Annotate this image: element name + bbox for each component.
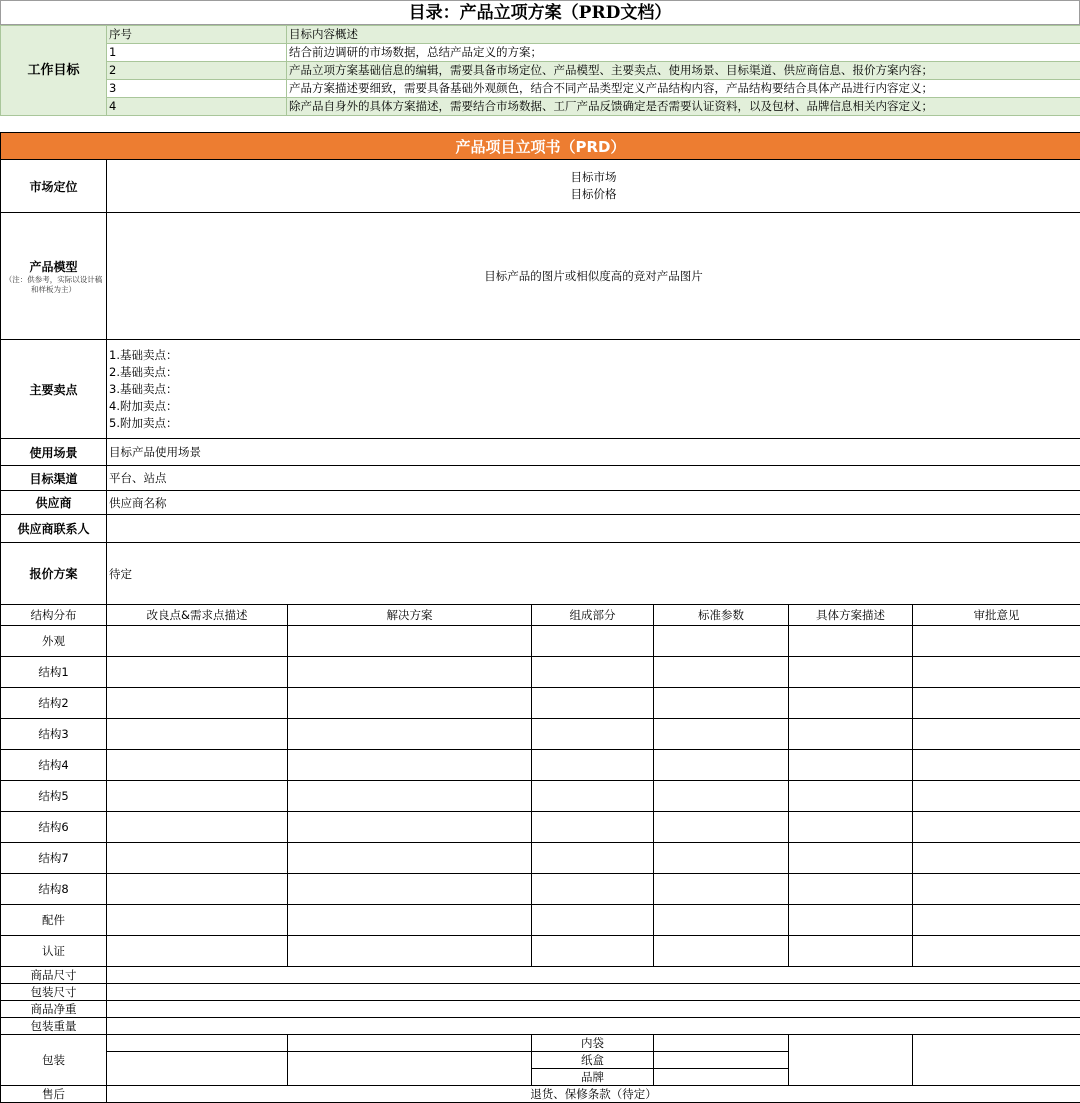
structure-cell[interactable] xyxy=(913,719,1080,750)
supplier-contact-label[interactable]: 供应商联系人 xyxy=(1,515,107,543)
structure-cell[interactable] xyxy=(288,905,532,936)
dimension-value[interactable] xyxy=(107,1001,1080,1018)
structure-cell[interactable] xyxy=(107,874,288,905)
selling-point-item: 3.基础卖点： xyxy=(109,381,1078,398)
structure-header[interactable]: 具体方案描述 xyxy=(789,605,913,626)
selling-point-item: 1.基础卖点： xyxy=(109,347,1078,364)
structure-row-label[interactable]: 认证 xyxy=(1,936,107,967)
target-market-text: 目标市场 xyxy=(109,169,1078,186)
supplier-contact-value[interactable] xyxy=(107,515,1080,543)
dimension-value[interactable] xyxy=(107,967,1080,984)
scene-label[interactable]: 使用场景 xyxy=(1,439,107,466)
selling-points-label[interactable]: 主要卖点 xyxy=(1,340,107,439)
channel-label[interactable]: 目标渠道 xyxy=(1,466,107,491)
structure-cell[interactable] xyxy=(654,781,789,812)
packaging-row xyxy=(1,1035,1080,1052)
dimension-value[interactable] xyxy=(107,1018,1080,1035)
goals-desc: 产品方案描述要细致，需要具备基础外观颜色，结合不同产品类型定义产品结构内容，产品结构要结合具体产品进行内容定义； xyxy=(287,80,1080,98)
structure-cell[interactable] xyxy=(288,874,532,905)
structure-cell[interactable] xyxy=(288,750,532,781)
catalog-title: 目录：产品立项方案（PRD文档） xyxy=(0,0,1080,25)
work-goals-table xyxy=(0,25,1080,116)
structure-cell[interactable] xyxy=(789,657,913,688)
model-label-text: 产品模型 xyxy=(29,260,77,274)
structure-cell[interactable] xyxy=(107,905,288,936)
model-label[interactable] xyxy=(1,213,107,340)
structure-cell[interactable] xyxy=(654,657,789,688)
structure-cell[interactable] xyxy=(288,936,532,967)
structure-cell[interactable] xyxy=(913,843,1080,874)
structure-cell[interactable] xyxy=(654,905,789,936)
structure-cell[interactable] xyxy=(107,688,288,719)
dimension-label[interactable]: 商品净重 xyxy=(1,1001,107,1018)
selling-point-item: 5.附加卖点： xyxy=(109,415,1078,432)
market-label[interactable]: 市场定位 xyxy=(1,160,107,213)
channel-value[interactable]: 平台、站点 xyxy=(107,466,1080,491)
structure-row xyxy=(1,905,1080,936)
structure-cell[interactable] xyxy=(107,657,288,688)
structure-row-label[interactable]: 结构6 xyxy=(1,812,107,843)
goals-desc: 除产品自身外的具体方案描述，需要结合市场数据、工厂产品反馈确定是否需要认证资料，以及包材、品牌信息相关内容定义； xyxy=(287,98,1080,116)
packaging-cell[interactable] xyxy=(288,1052,532,1086)
packaging-cell[interactable] xyxy=(789,1035,913,1086)
selling-points-value[interactable] xyxy=(107,340,1080,439)
supplier-label[interactable]: 供应商 xyxy=(1,491,107,515)
supplier-value[interactable]: 供应商名称 xyxy=(107,491,1080,515)
goals-header-desc: 目标内容概述 xyxy=(287,26,1080,44)
dimension-label[interactable]: 包装重量 xyxy=(1,1018,107,1035)
structure-row xyxy=(1,812,1080,843)
structure-cell[interactable] xyxy=(532,936,654,967)
structure-row-label[interactable]: 结构5 xyxy=(1,781,107,812)
structure-cell[interactable] xyxy=(532,781,654,812)
target-price-text: 目标价格 xyxy=(109,186,1078,203)
structure-cell[interactable] xyxy=(654,719,789,750)
prd-table xyxy=(0,132,1080,1103)
dimension-row xyxy=(1,1001,1080,1018)
goals-seq: 2 xyxy=(107,62,287,80)
aftersale-value[interactable]: 退货、保修条款（待定） xyxy=(107,1086,1080,1103)
structure-row xyxy=(1,657,1080,688)
structure-cell[interactable] xyxy=(654,843,789,874)
structure-cell[interactable] xyxy=(107,719,288,750)
structure-cell[interactable] xyxy=(789,874,913,905)
prd-banner: 产品项目立项书（PRD） xyxy=(1,133,1080,160)
packaging-cell[interactable] xyxy=(654,1069,789,1086)
structure-cell[interactable] xyxy=(789,688,913,719)
dimension-row xyxy=(1,984,1080,1001)
goals-seq: 3 xyxy=(107,80,287,98)
structure-cell[interactable] xyxy=(288,812,532,843)
market-value[interactable] xyxy=(107,160,1080,213)
structure-cell[interactable] xyxy=(789,719,913,750)
goals-row xyxy=(1,98,1080,116)
structure-row xyxy=(1,688,1080,719)
structure-cell[interactable] xyxy=(107,936,288,967)
structure-cell[interactable] xyxy=(654,874,789,905)
structure-cell[interactable] xyxy=(913,812,1080,843)
goals-row xyxy=(1,80,1080,98)
structure-cell[interactable] xyxy=(913,936,1080,967)
structure-cell[interactable] xyxy=(913,905,1080,936)
dimension-row xyxy=(1,967,1080,984)
prd-section xyxy=(0,132,1080,1103)
structure-row xyxy=(1,750,1080,781)
packaging-cell[interactable] xyxy=(107,1052,288,1086)
structure-cell[interactable] xyxy=(913,688,1080,719)
structure-row xyxy=(1,781,1080,812)
structure-header[interactable]: 标准参数 xyxy=(654,605,789,626)
structure-header[interactable]: 审批意见 xyxy=(913,605,1080,626)
structure-cell[interactable] xyxy=(654,936,789,967)
work-goals-label: 工作目标 xyxy=(1,26,107,116)
structure-cell[interactable] xyxy=(288,719,532,750)
structure-cell[interactable] xyxy=(789,843,913,874)
work-goals-section xyxy=(0,25,1080,116)
structure-cell[interactable] xyxy=(532,874,654,905)
structure-header[interactable]: 改良点&需求点描述 xyxy=(107,605,288,626)
packaging-label[interactable]: 包装 xyxy=(1,1035,107,1086)
packaging-cell[interactable] xyxy=(107,1035,288,1052)
structure-cell[interactable] xyxy=(789,905,913,936)
goals-row xyxy=(1,62,1080,80)
structure-cell[interactable] xyxy=(913,657,1080,688)
model-value[interactable]: 目标产品的图片或相似度高的竞对产品图片 xyxy=(107,213,1080,340)
structure-cell[interactable] xyxy=(107,750,288,781)
structure-cell[interactable] xyxy=(654,750,789,781)
structure-cell[interactable] xyxy=(654,626,789,657)
structure-cell[interactable] xyxy=(789,781,913,812)
structure-cell[interactable] xyxy=(532,905,654,936)
packaging-item[interactable]: 品牌 xyxy=(532,1069,654,1086)
structure-row xyxy=(1,626,1080,657)
structure-cell[interactable] xyxy=(789,936,913,967)
structure-cell[interactable] xyxy=(913,874,1080,905)
structure-cell[interactable] xyxy=(913,626,1080,657)
packaging-cell[interactable] xyxy=(654,1052,789,1069)
packaging-cell[interactable] xyxy=(913,1035,1080,1086)
structure-cell[interactable] xyxy=(654,812,789,843)
structure-row-label[interactable]: 结构8 xyxy=(1,874,107,905)
structure-row-label[interactable]: 结构1 xyxy=(1,657,107,688)
structure-cell[interactable] xyxy=(654,688,789,719)
structure-cell[interactable] xyxy=(107,812,288,843)
structure-cell[interactable] xyxy=(107,781,288,812)
structure-cell[interactable] xyxy=(532,657,654,688)
structure-header[interactable]: 解决方案 xyxy=(288,605,532,626)
structure-cell[interactable] xyxy=(288,626,532,657)
structure-cell[interactable] xyxy=(532,688,654,719)
goals-desc: 结合前边调研的市场数据，总结产品定义的方案； xyxy=(287,44,1080,62)
structure-cell[interactable] xyxy=(107,843,288,874)
structure-cell[interactable] xyxy=(288,843,532,874)
structure-row-label[interactable]: 结构7 xyxy=(1,843,107,874)
structure-header[interactable]: 结构分布 xyxy=(1,605,107,626)
structure-cell[interactable] xyxy=(532,843,654,874)
dimension-value[interactable] xyxy=(107,984,1080,1001)
packaging-item[interactable]: 纸盒 xyxy=(532,1052,654,1069)
structure-row xyxy=(1,936,1080,967)
structure-row-label[interactable]: 外观 xyxy=(1,626,107,657)
structure-cell[interactable] xyxy=(532,812,654,843)
goals-row xyxy=(1,44,1080,62)
structure-row-label[interactable]: 结构2 xyxy=(1,688,107,719)
goals-desc: 产品立项方案基础信息的编辑，需要具备市场定位、产品模型、主要卖点、使用场景、目标渠道、供应商信息、报价方案内容； xyxy=(287,62,1080,80)
packaging-cell[interactable] xyxy=(288,1035,532,1052)
structure-cell[interactable] xyxy=(288,657,532,688)
structure-cell[interactable] xyxy=(913,750,1080,781)
structure-cell[interactable] xyxy=(789,750,913,781)
structure-header[interactable]: 组成部分 xyxy=(532,605,654,626)
packaging-cell[interactable] xyxy=(654,1035,789,1052)
scene-value[interactable]: 目标产品使用场景 xyxy=(107,439,1080,466)
packaging-item[interactable]: 内袋 xyxy=(532,1035,654,1052)
dimension-row xyxy=(1,1018,1080,1035)
structure-cell[interactable] xyxy=(532,719,654,750)
goals-header-seq: 序号 xyxy=(107,26,287,44)
structure-cell[interactable] xyxy=(532,626,654,657)
structure-cell[interactable] xyxy=(789,812,913,843)
model-note: （注：供参考，实际以设计稿和样板为主） xyxy=(3,275,104,295)
selling-point-item: 2.基础卖点： xyxy=(109,364,1078,381)
aftersale-label[interactable]: 售后 xyxy=(1,1086,107,1103)
quote-label[interactable]: 报价方案 xyxy=(1,543,107,605)
selling-point-item: 4.附加卖点： xyxy=(109,398,1078,415)
structure-row xyxy=(1,843,1080,874)
structure-row xyxy=(1,874,1080,905)
structure-row-label[interactable]: 结构4 xyxy=(1,750,107,781)
structure-row-label[interactable]: 配件 xyxy=(1,905,107,936)
dimension-label[interactable]: 商品尺寸 xyxy=(1,967,107,984)
structure-cell[interactable] xyxy=(913,781,1080,812)
goals-seq: 1 xyxy=(107,44,287,62)
structure-row-label[interactable]: 结构3 xyxy=(1,719,107,750)
goals-seq: 4 xyxy=(107,98,287,116)
dimension-label[interactable]: 包装尺寸 xyxy=(1,984,107,1001)
quote-value[interactable]: 待定 xyxy=(107,543,1080,605)
structure-cell[interactable] xyxy=(288,688,532,719)
structure-row xyxy=(1,719,1080,750)
structure-cell[interactable] xyxy=(107,626,288,657)
structure-header-row xyxy=(1,605,1080,626)
structure-cell[interactable] xyxy=(288,781,532,812)
structure-cell[interactable] xyxy=(532,750,654,781)
structure-cell[interactable] xyxy=(789,626,913,657)
